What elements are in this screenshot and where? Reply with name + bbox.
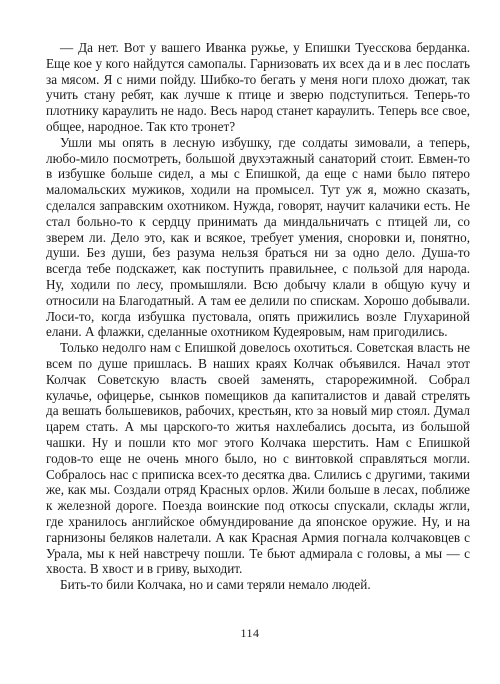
paragraph: Бить-то били Колчака, но и сами теряли немало людей. [60, 577, 371, 593]
page-number: 114 [240, 626, 260, 640]
paragraph: Только недолго нам с Епишкой довелось охотиться. Советская власть не всем по душе пришлась. В наших краях Колчак объявился. Начал этот Колчак Советскую власть своей заменять, старорежимной. Собрал кулачье, офицерье, сынков помещиков да капиталистов и давай стрелять да вешать большевиков, рабочих, крестьян, кто за новый мир стоял. Думал царем стать. А мы царского-то житья нахлебались досыта, из большой чашки. Ну и пошли кто мог этого Колчака шерстить. Нам с Епишкой годов-то еще не очень много было, но с винтовкой справляться могли. Собралось нас с приписка всех-то десятка два. Слились с другими, такими же, как мы. Создали отряд Красных орлов. Жили больше в лесах, поближе к железной дорогe. Поезда воинские под откосы спускали, склады жгли, где хранилось английское обмундирование да японское оружие. Ну, и на гарнизоны беляков налетали. А как Красная Армия погнала колчаковцев с Урала, мы к ней навстречу пошли. Те бьют адмирала с головы, а мы — с хвоста. В хвост и в гриву, выходит. [46, 340, 470, 577]
paragraph: Ушли мы опять в лесную избушку, где солдаты зимовали, а теперь, любо-мило посмотреть, большой двухэтажный санаторий стоит. Евмен-то в избушке больше сидел, а мы с Епишкой, да еще с нами было пятеро маломальских мужиков, ходили на промысел. Тут уж я, можно сказать, сделался заправским охотником. Нужда, говорят, научит калачики есть. Не стал больно-то к сердцу принимать да миндальничать с птицей ли, со зверем ли. Дело это, как и всякое, требует умения, сноровки и, понятно, души. Без души, без разума нельзя браться ни за одно дело. Душа-то всегда тебе подскажет, как поступить правильнее, с пользой для народа. Ну, ходили по лесу, промышляли. Всю добычу клали в общую кучу и относили на Благодатный. А там ее делили по спискам. Хорошо добывали. Лоси-то, когда избушка пустовала, опять прижились возле Глухариной елани. А флажки, сделанные охотником Кудеяровым, нам пригодились. [46, 134, 470, 340]
paragraph: — Да нет. Вот у вашего Иванка ружье, у Епишки Туесскова берданка. Еще кое у кого найдутся самопалы. Гарнизовать их всех да и в лес послать за мясом. Я с ними пойду. Шибко-то бегать у меня ноги плохо дюжат, так учить стану ребят, как лучше к птице и зверю подступиться. Теперь-то плотнику караулить не надо. Весь народ станет караулить. Теперь все свое, общее, народное. Так кто тронет? [46, 40, 470, 134]
page-body [46, 40, 470, 640]
